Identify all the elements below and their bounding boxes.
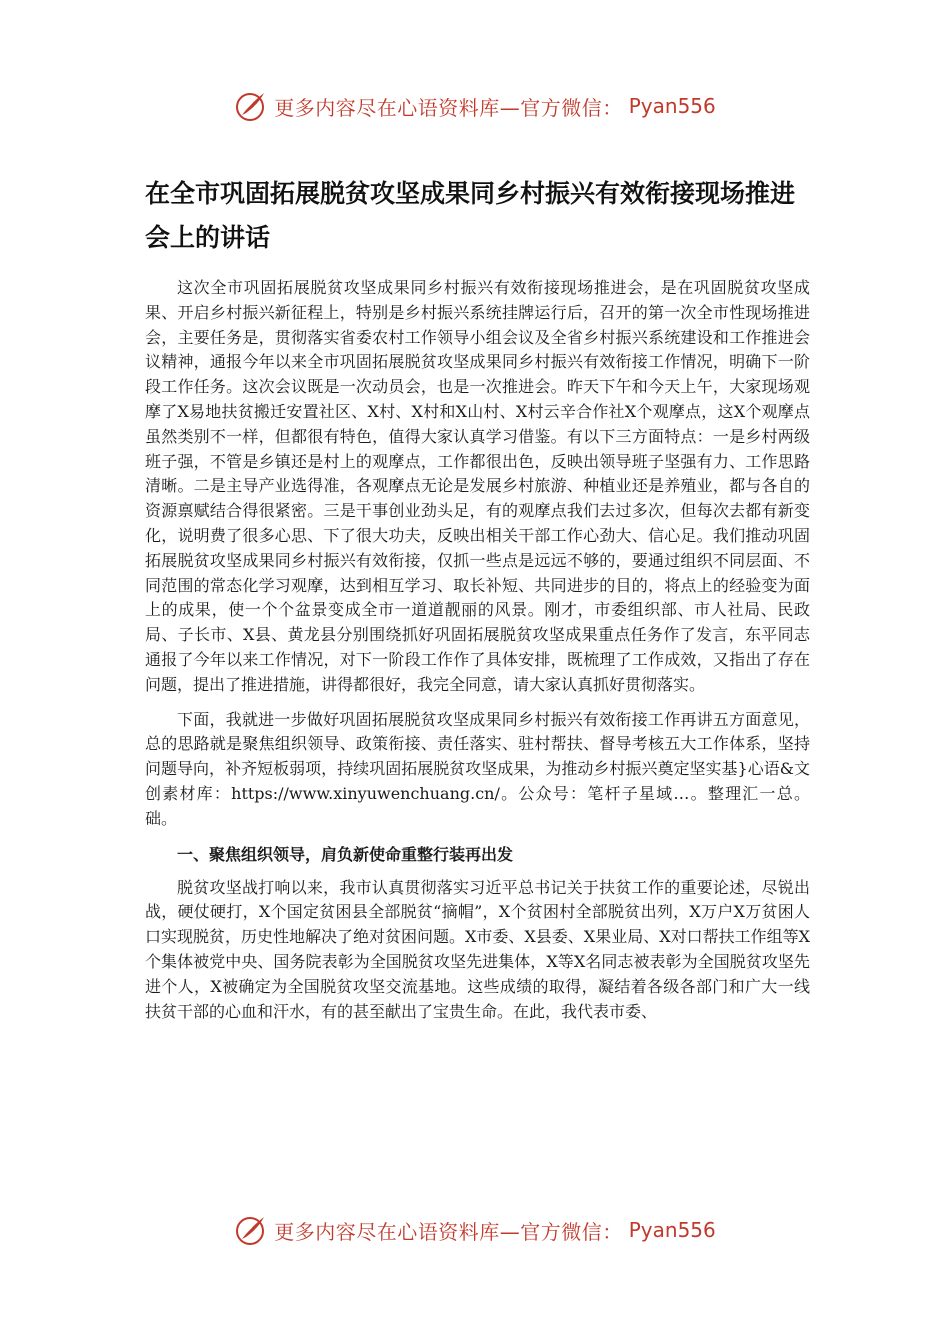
footer-banner [0, 1210, 950, 1250]
document-title: 在全市巩固拓展脱贫攻坚成果同乡村振兴有效衔接现场推进会上的讲话 [145, 179, 796, 252]
paragraph-overview: 下面，我就进一步做好巩固拓展脱贫攻坚成果同乡村振兴有效衔接工作再讲五方面意见，总的思路就是聚焦组织领导、政策衔接、责任落实、驻村帮扶、督导考核五大工作体系，坚持问题导向，补齐短板弱项，持续巩固拓展脱贫攻坚成果，为推动乡村振兴奠定坚实基}心语&文创素材库：https://www.xinyuwenchuang.cn/。公众号：笔杆子星域…。整理汇一总。础。 [145, 709, 810, 828]
banner-text: 更多内容尽在心语资料库—官方微信： [274, 1219, 623, 1244]
header-banner [0, 86, 950, 126]
document-body [145, 172, 810, 1024]
feather-pen-logo-icon [234, 1213, 268, 1247]
banner-text: 更多内容尽在心语资料库—官方微信： [274, 95, 623, 120]
paragraph-section-1: 脱贫攻坚战打响以来，我市认真贯彻落实习近平总书记关于扶贫工作的重要论述，尽锐出战，硬仗硬打，X个国定贫困县全部脱贫“摘帽”，X个贫困村全部脱贫出列，X万户X万贫困人口实现脱贫，历史性地解决了绝对贫困问题。X市委、X县委、X果业局、X对口帮扶工作组等X个集体被党中央、国务院表彰为全国脱贫攻坚先进集体，X等X名同志被表彰为全国脱贫攻坚先进个人，X被确定为全国脱贫攻坚交流基地。这些成绩的取得，凝结着各级各部门和广大一线扶贫干部的心血和汗水，有的甚至献出了宝贵生命。在此，我代表市委、 [145, 877, 810, 1021]
wechat-id: Pyan556 [628, 1218, 716, 1242]
wechat-id: Pyan556 [628, 94, 716, 118]
feather-pen-logo-icon [234, 89, 268, 123]
section-heading-1: 一、聚焦组织领导，肩负新使命重整行装再出发 [177, 844, 514, 864]
paragraph-intro: 这次全市巩固拓展脱贫攻坚成果同乡村振兴有效衔接现场推进会，是在巩固脱贫攻坚成果、开启乡村振兴新征程上，特别是乡村振兴系统挂牌运行后，召开的第一次全市性现场推进会，主要任务是，贯彻落实省委农村工作领导小组会议及全省乡村振兴系统建设和工作推进会议精神，通报今年以来全市巩固拓展脱贫攻坚成果同乡村振兴有效衔接工作情况，明确下一阶段工作任务。这次会议既是一次动员会，也是一次推进会。昨天下午和今天上午，大家现场观摩了X易地扶贫搬迁安置社区、X村、X村和X山村、X村云辛合作社X个观摩点，这X个观摩点虽然类别不一样，但都很有特色，值得大家认真学习借鉴。有以下三方面特点：一是乡村两级班子强，不管是乡镇还是村上的观摩点，工作都很出色，反映出领导班子坚强有力、工作思路清晰。二是主导产业选得准，各观摩点无论是发展乡村旅游、种植业还是养殖业，都与各自的资源禀赋结合得很紧密。三是干事创业劲头足，有的观摩点我们去过多次，但每次去都有新变化，说明费了很多心思、下了很大功夫，反映出相关干部工作心劲大、信心足。我们推动巩固拓展脱贫攻坚成果同乡村振兴有效衔接，仅抓一些点是远远不够的，要通过组织不同层面、不同范围的常态化学习观摩，达到相互学习、取长补短、共同进步的目的，将点上的经验变为面上的成果，使一个个盆景变成全市一道道靓丽的风景。刚才，市委组织部、市人社局、民政局、子长市、X县、黄龙县分别围绕抓好巩固拓展脱贫攻坚成果重点任务作了发言，东平同志通报了今年以来工作情况，对下一阶段工作作了具体安排，既梳理了工作成效，又指出了存在问题，提出了推进措施，讲得都很好，我完全同意，请大家认真抓好贯彻落实。 [145, 278, 810, 694]
